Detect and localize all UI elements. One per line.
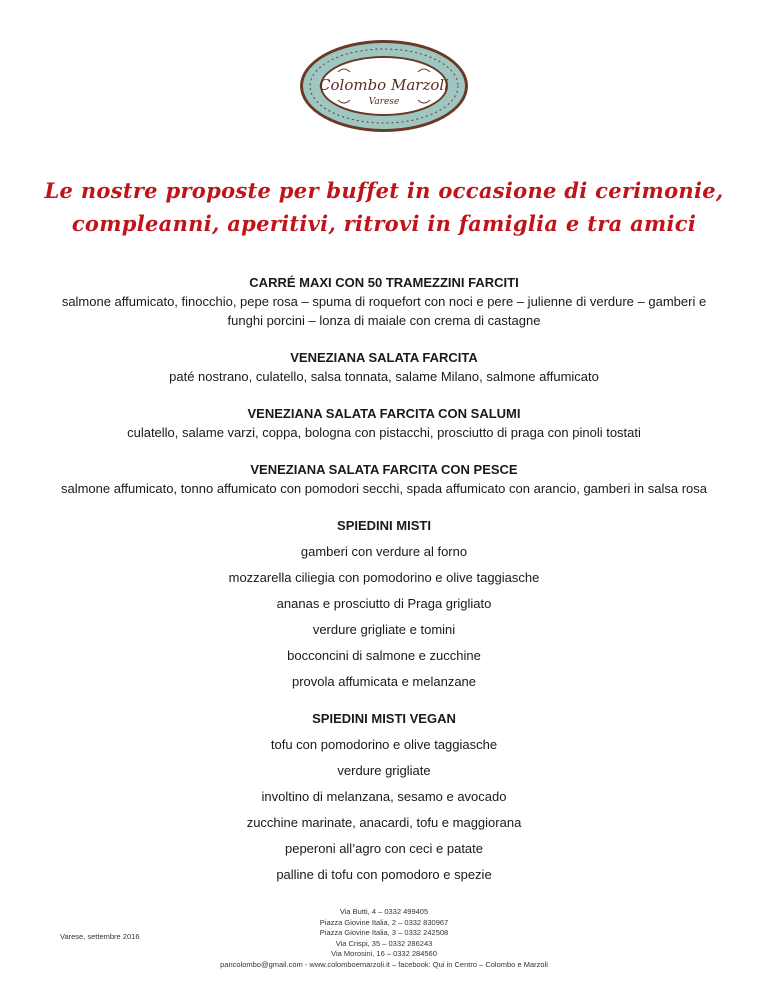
title-line-2: compleanni, aperitivi, ritrovi in famiglia e tra amici — [71, 211, 697, 236]
list-item: palline di tofu con pomodoro e spezie — [276, 867, 492, 882]
menu-section — [60, 348, 708, 386]
section-description: salmone affumicato, finocchio, pepe rosa – spuma di roquefort con noci e pere – julienne di verdure – gamberi e funghi porcini – lonza di maiale con crema di castagne — [61, 294, 707, 328]
address-line: Piazza Giovine Italia, 3 – 0332 242508 — [319, 928, 449, 937]
item-list — [60, 542, 708, 691]
section-title: SPIEDINI MISTI VEGAN — [312, 711, 456, 726]
list-item: involtino di melanzana, sesamo e avocado — [261, 789, 507, 804]
logo-subtitle: Varese — [368, 97, 400, 107]
section-title: CARRÉ MAXI CON 50 TRAMEZZINI FARCITI — [249, 275, 519, 290]
section-description: salmone affumicato, tonno affumicato con pomodori secchi, spada affumicato con arancio, gamberi in salsa rosa — [60, 481, 708, 496]
section-description: culatello, salame varzi, coppa, bologna con pistacchi, prosciutto di praga con pinoli tostati — [127, 425, 641, 440]
logo-name: Colombo Marzoli — [319, 76, 449, 94]
menu-section — [60, 709, 708, 884]
menu-section — [60, 460, 708, 498]
menu-list — [60, 273, 708, 902]
address-line: Piazza Giovine Italia, 2 – 0332 830967 — [319, 917, 449, 927]
address-line: Via Butti, 4 – 0332 499405 — [339, 907, 429, 916]
footer-addresses — [0, 907, 768, 970]
section-description: paté nostrano, culatello, salsa tonnata, salame Milano, salmone affumicato — [169, 369, 599, 384]
list-item: peperoni all’agro con ceci e patate — [284, 841, 484, 856]
list-item: tofu con pomodorino e olive taggiasche — [270, 737, 498, 752]
logo-emblem — [298, 38, 470, 134]
address-line: Via Morosini, 16 – 0332 284560 — [331, 949, 437, 958]
section-title: SPIEDINI MISTI — [337, 518, 431, 533]
brand-logo — [298, 38, 470, 134]
list-item: gamberi con verdure al forno — [300, 544, 468, 559]
section-title: VENEZIANA SALATA FARCITA CON PESCE — [250, 462, 518, 477]
list-item: bocconcini di salmone e zucchine — [287, 648, 481, 663]
footer-contacts: pancolombo@gmail.com - www.colomboemarzoli.it – facebook: Qui in Centro – Colombo e Marzoli — [220, 959, 548, 969]
section-title: VENEZIANA SALATA FARCITA CON SALUMI — [247, 406, 521, 421]
menu-section — [60, 516, 708, 691]
list-item: zucchine marinate, anacardi, tofu e maggiorana — [246, 815, 522, 830]
address-line: Via Crispi, 35 – 0332 286243 — [335, 938, 433, 948]
section-title: VENEZIANA SALATA FARCITA — [290, 350, 478, 365]
footer-date: Varese, settembre 2016 — [60, 932, 140, 941]
menu-section — [60, 273, 708, 330]
item-list — [60, 735, 708, 884]
list-item: mozzarella ciliegia con pomodorino e olive taggiasche — [228, 570, 540, 585]
title-line-1: Le nostre proposte per buffet in occasione di cerimonie, — [44, 178, 724, 203]
list-item: ananas e prosciutto di Praga grigliato — [276, 596, 492, 611]
page-title — [0, 174, 768, 240]
list-item: provola affumicata e melanzane — [291, 674, 477, 689]
list-item: verdure grigliate e tomini — [312, 622, 456, 637]
list-item: verdure grigliate — [337, 763, 431, 778]
menu-section — [60, 404, 708, 442]
